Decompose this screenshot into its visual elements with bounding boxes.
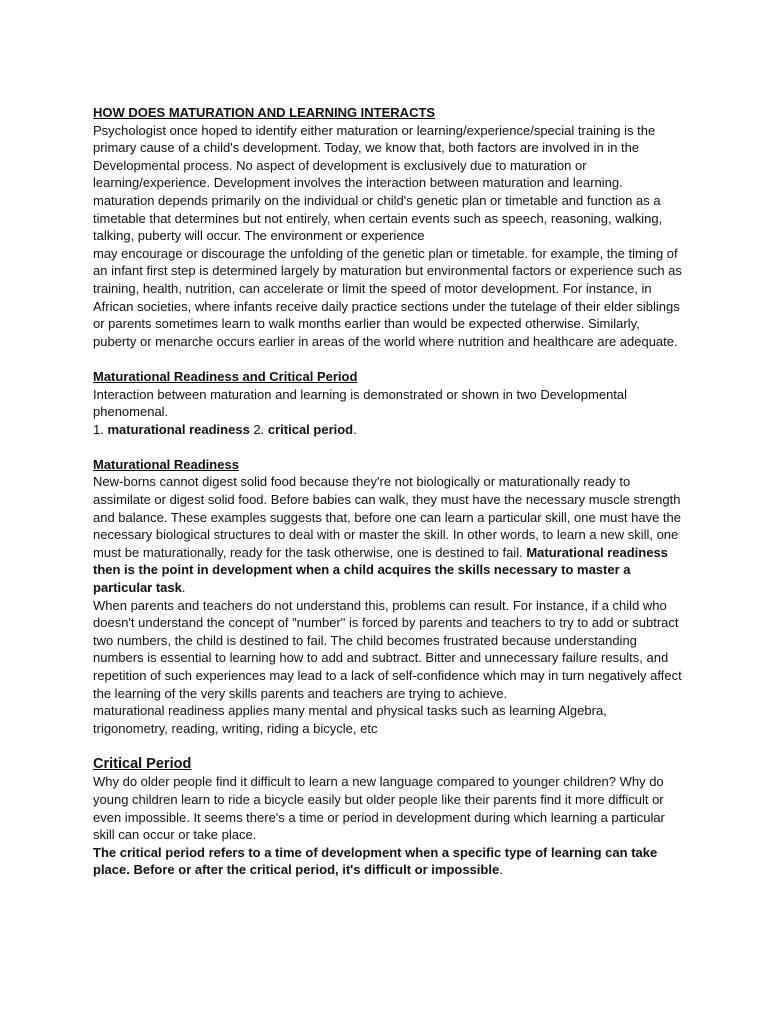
list-item-critical-period: critical period <box>267 421 354 437</box>
paragraph-environment-example: may encourage or discourage the unfolding of the genetic plan or timetable. for example, the timing of an infant first step is determined largely by maturation but environmental factors or experience such as training, health, nutrition, can accelerate or limit the speed of motor development. For instance, in African societies, where infants receive daily practice sections under the tutelage of their elder siblings or parents sometimes learn to walk months earlier than would be expected otherwise. Similarly, puberty or menarche occurs earlier in areas of the world where nutrition and healthcare are adequate. <box>93 245 682 349</box>
document-page <box>93 104 683 879</box>
phenomena-list <box>93 421 683 439</box>
readiness-definition-end: . <box>181 580 186 596</box>
section-heading-readiness-critical: Maturational Readiness and Critical Period <box>93 368 358 384</box>
paragraph-older-people: Why do older people find it difficult to learn a new language compared to younger children? Why do young children learn to ride a bicycle easily but older people like their parents find it more difficult or even impossible. It seems there's a time or period in development during which learning a particular skill can occur or take place. <box>93 774 665 843</box>
paragraph-readiness-applies: maturational readiness applies many mental and physical tasks such as learning Algebra, trigonometry, reading, writing, riding a bicycle, etc <box>93 703 607 736</box>
critical-period-definition: The critical period refers to a time of development when a specific type of learning can take place. Before or after the critical period, it's difficult or impossible <box>93 844 658 878</box>
list-item-maturational-readiness: maturational readiness <box>107 421 250 437</box>
newborns-text: New-borns cannot digest solid food because they're not biologically or maturationally ready to assimilate or digest solid food. Before babies can walk, they must have the necessary muscle strength and balance. These examples suggests that, before one can learn a particular skill, one must have the necessary biological structures to deal with or master the skill. In other words, to learn a new skill, one must be maturationally, ready for the task otherwise, one is destined to fail. <box>93 474 682 560</box>
readiness-definition: Maturational readiness then is the point in development when a child acquires the skills necessary to master a particular task <box>93 544 668 596</box>
paragraph-parents-teachers: When parents and teachers do not understand this, problems can result. For instance, if a child who doesn't understand the concept of "number" is forced by parents and teachers to try to add or subtract two numbers, the child is destined to fail. The child becomes frustrated because understanding numbers is essential to learning how to add and subtract. Bitter and unnecessary failure results, and repetition of such experiences may lead to a lack of self-confidence which may in turn negatively affect the learning of the very skills parents and teachers are trying to achieve. <box>93 597 682 701</box>
paragraph-intro: Psychologist once hoped to identify either maturation or learning/experience/special training is the primary cause of a child's development. Today, we know that, both factors are involved in in the Developmental process. No aspect of development is exclusively due to maturation or learning/experience. Development involves the interaction between maturation and learning. <box>93 122 656 191</box>
section-heading-critical-period: Critical Period <box>93 756 192 773</box>
list-prefix-1: 1. <box>93 421 108 437</box>
list-prefix-2: 2. <box>249 421 268 437</box>
paragraph-interaction-phenomena: Interaction between maturation and learning is demonstrated or shown in two Developmental phenomenal. <box>93 386 628 420</box>
list-suffix: . <box>353 421 357 437</box>
paragraph-newborns <box>93 473 683 596</box>
section-heading-maturational-readiness: Maturational Readiness <box>93 456 239 472</box>
paragraph-critical-definition <box>93 844 683 879</box>
section-heading-maturation-learning: HOW DOES MATURATION AND LEARNING INTERACTS <box>93 105 436 120</box>
critical-definition-end: . <box>499 862 503 878</box>
paragraph-maturation-timetable: maturation depends primarily on the individual or child's genetic plan or timetable and function as a timetable that determines but not entirely, when certain events such as speech, reasoning, walking, talking, puberty will occur. The environment or experience <box>93 192 663 244</box>
